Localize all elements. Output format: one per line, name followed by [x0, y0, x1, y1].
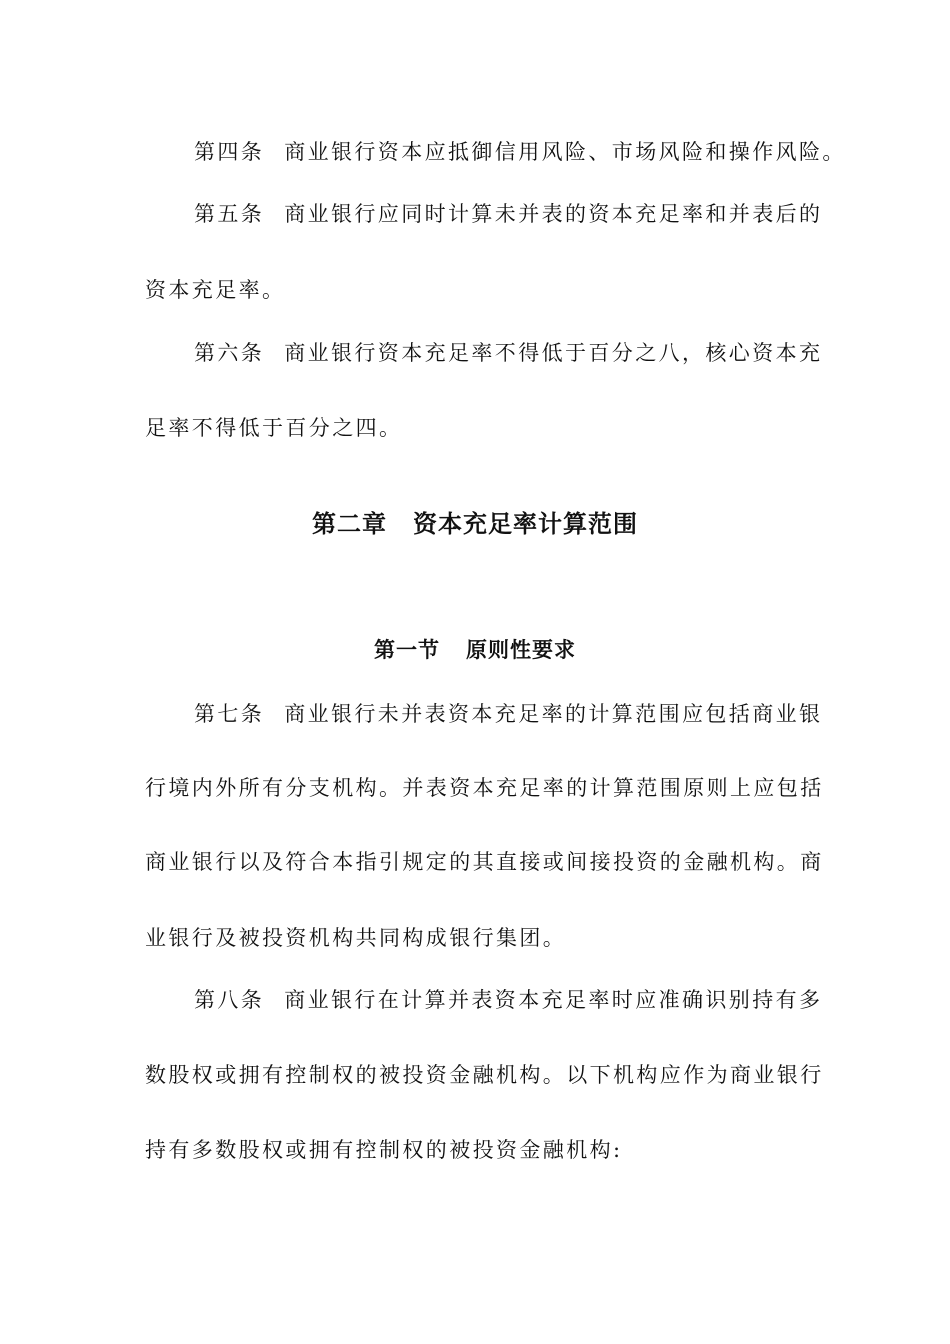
article-text: 商业银行资本充足率不得低于百分之八，核心资本充 [284, 341, 823, 365]
section-number: 第一节 [374, 638, 440, 662]
article-6-line-2: 足率不得低于百分之四。 [145, 416, 403, 440]
article-7-line-4: 业银行及被投资机构共同构成银行集团。 [145, 926, 567, 950]
article-text: 商业银行在计算并表资本充足率时应准确识别持有多 [284, 988, 823, 1012]
article-7-line-3: 商业银行以及符合本指引规定的其直接或间接投资的金融机构。商 [145, 850, 824, 874]
chapter-title: 资本充足率计算范围 [413, 510, 638, 538]
article-7-line-2: 行境内外所有分支机构。并表资本充足率的计算范围原则上应包括 [145, 776, 824, 800]
article-number: 第四条 [194, 140, 265, 164]
article-number: 第六条 [194, 341, 265, 365]
chapter-heading [0, 509, 950, 539]
article-8-line-1 [194, 986, 823, 1014]
article-4-line-1 [194, 138, 846, 166]
section-title: 原则性要求 [466, 638, 576, 662]
section-heading [0, 636, 950, 664]
article-6-line-1 [194, 339, 823, 367]
article-5-line-1 [194, 200, 823, 228]
article-number: 第五条 [194, 202, 265, 226]
article-7-line-1 [194, 700, 823, 728]
article-text: 商业银行应同时计算未并表的资本充足率和并表后的 [284, 202, 823, 226]
article-text: 商业银行未并表资本充足率的计算范围应包括商业银 [284, 702, 823, 726]
chapter-number: 第二章 [312, 510, 387, 538]
article-5-line-2: 资本充足率。 [145, 278, 286, 302]
article-8-line-2: 数股权或拥有控制权的被投资金融机构。以下机构应作为商业银行 [145, 1063, 824, 1087]
article-number: 第七条 [194, 702, 265, 726]
article-8-line-3: 持有多数股权或拥有控制权的被投资金融机构: [145, 1138, 623, 1162]
article-text: 商业银行资本应抵御信用风险、市场风险和操作风险。 [284, 140, 846, 164]
article-number: 第八条 [194, 988, 265, 1012]
